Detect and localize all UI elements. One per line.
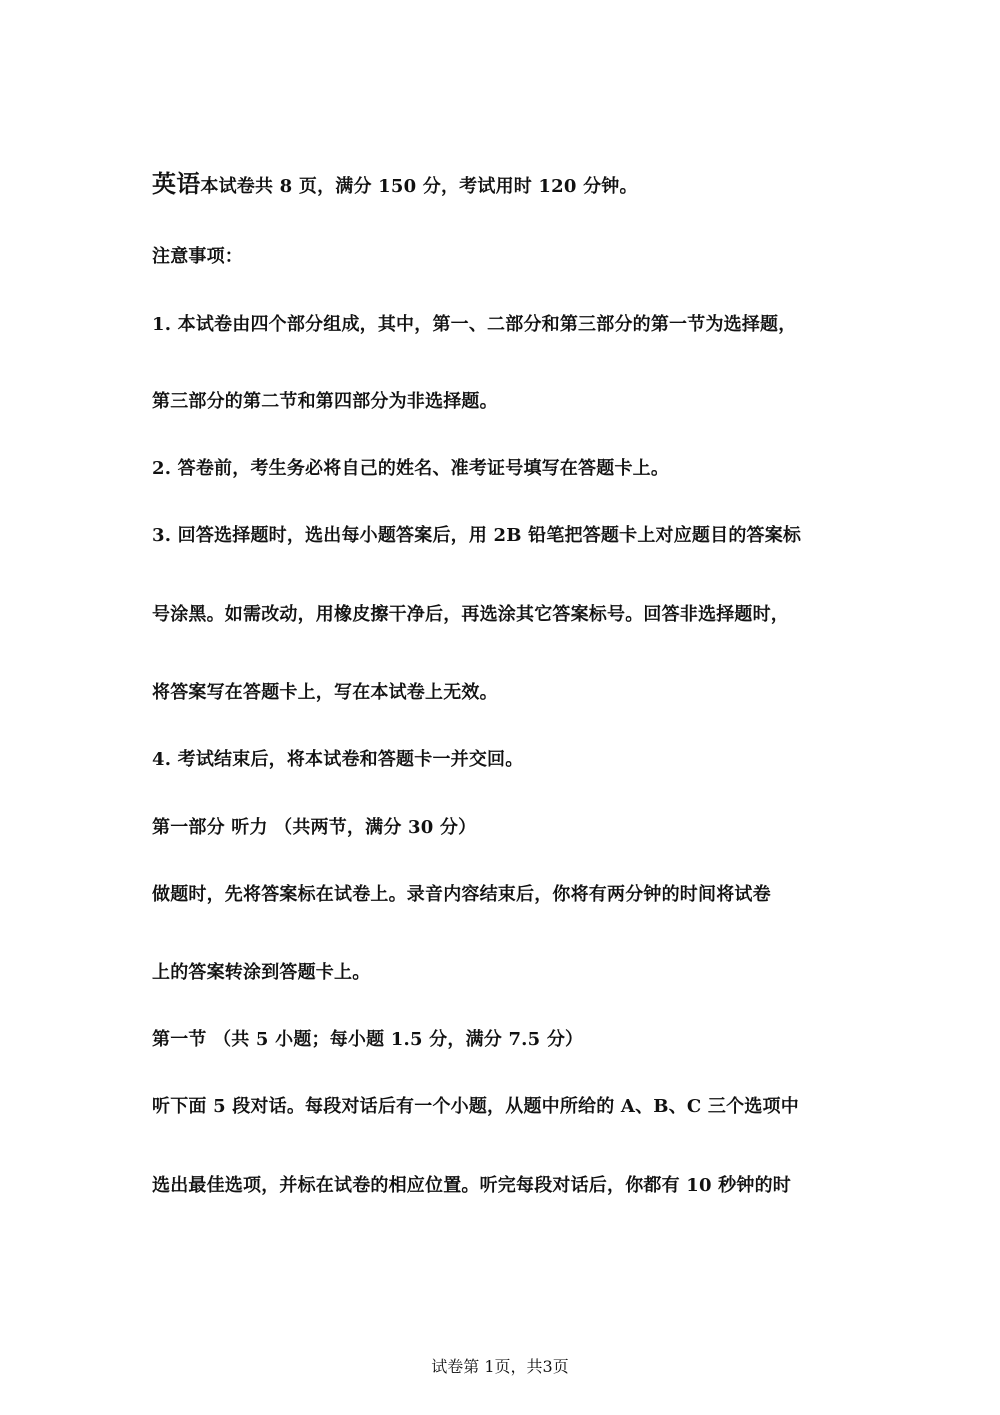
notice-line: 号涂黑。如需改动，用橡皮擦干净后，再选涂其它答案标号。回答非选择题时， bbox=[152, 604, 789, 625]
notice-line: 1. 本试卷由四个部分组成，其中，第一、二部分和第三部分的第一节为选择题， bbox=[152, 314, 797, 335]
notice-line: 4. 考试结束后，将本试卷和答题卡一并交回。 bbox=[152, 749, 524, 770]
part1-instruction-line: 上的答案转涂到答题卡上。 bbox=[152, 962, 371, 983]
notice-line: 2. 答卷前，考生务必将自己的姓名、准考证号填写在答题卡上。 bbox=[152, 458, 670, 479]
part1-instruction-line: 做题时，先将答案标在试卷上。录音内容结束后，你将有两分钟的时间将试卷 bbox=[152, 884, 771, 905]
part1-heading: 第一部分 听力 （共两节，满分 30 分） bbox=[152, 817, 477, 838]
notice-line: 3. 回答选择题时，选出每小题答案后，用 2B 铅笔把答题卡上对应题目的答案标 bbox=[152, 525, 802, 546]
section1-instruction-line: 选出最佳选项，并标在试卷的相应位置。听完每段对话后，你都有 10 秒钟的时 bbox=[152, 1175, 791, 1196]
page-footer: 试卷第 1页，共3页 bbox=[431, 1357, 569, 1376]
section1-heading: 第一节 （共 5 小题；每小题 1.5 分，满分 7.5 分） bbox=[152, 1029, 584, 1050]
notice-line: 将答案写在答题卡上，写在本试卷上无效。 bbox=[152, 682, 498, 703]
notice-heading: 注意事项： bbox=[152, 246, 243, 267]
subject-title: 英语 bbox=[152, 169, 201, 198]
exam-intro: 本试卷共 8 页，满分 150 分，考试用时 120 分钟。 bbox=[200, 176, 638, 197]
section1-instruction-line: 听下面 5 段对话。每段对话后有一个小题，从题中所给的 A、B、C 三个选项中 bbox=[152, 1096, 799, 1117]
notice-line: 第三部分的第二节和第四部分为非选择题。 bbox=[152, 391, 498, 412]
exam-header-line bbox=[152, 169, 638, 199]
